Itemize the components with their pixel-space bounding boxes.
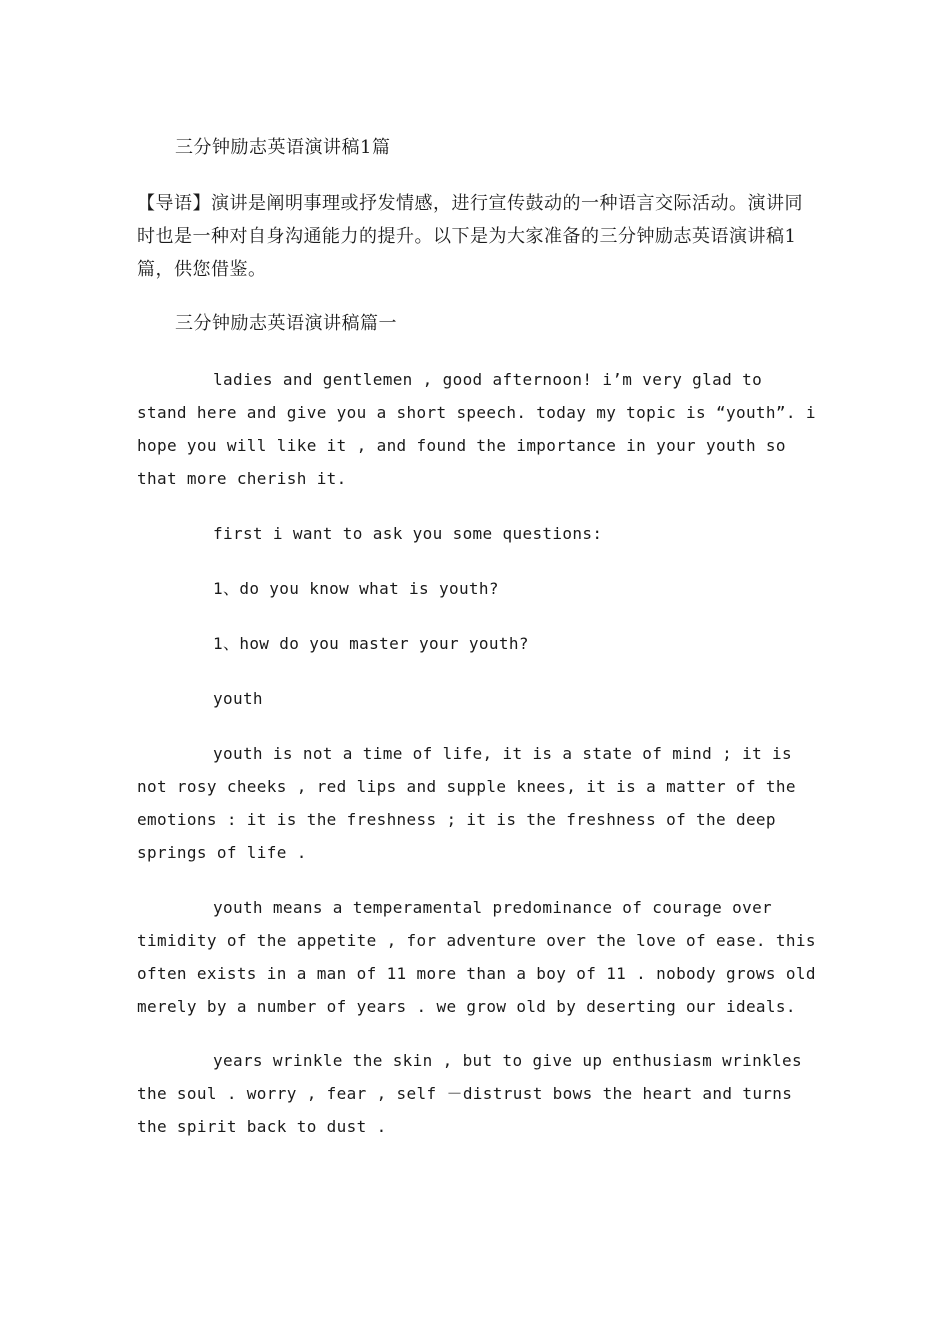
question-item: 1、do you know what is youth? <box>213 579 499 598</box>
intro-text: 演讲是阐明事理或抒发情感，进行宣传鼓动的一种语言交际活动。演讲同时也是一种对自身沟通能力的提升。以下是为大家准备的三分钟励志英语演讲稿1篇，供您借鉴。 <box>137 193 803 280</box>
section-heading: 三分钟励志英语演讲稿篇一 <box>175 313 397 334</box>
speech-subheading: youth <box>213 689 263 708</box>
speech-paragraph: ladies and gentlemen , good afternoon! i’m very glad to stand here and give you a short speech. today my topic is “youth”. i hope you will like it , and found the importance in your youth so that more cherish it. <box>137 370 826 488</box>
speech-paragraph: youth means a temperamental predominance of courage over timidity of the appetite , for adventure over the love of ease. this often exists in a man of 11 more than a boy of 11 . nobody grows old merely by a number of years . we grow old by deserting our ideals. <box>137 898 826 1016</box>
speech-paragraph: first i want to ask you some questions: <box>213 524 603 543</box>
intro-paragraph <box>137 187 817 286</box>
intro-tag: 【导语】 <box>137 193 211 214</box>
document-title: 三分钟励志英语演讲稿1篇 <box>175 137 391 158</box>
speech-paragraph: years wrinkle the skin , but to give up enthusiasm wrinkles the soul . worry , fear , self －distrust bows the heart and turns the spirit back to dust . <box>137 1051 812 1136</box>
question-item: 1、how do you master your youth? <box>213 634 529 653</box>
speech-paragraph: youth is not a time of life, it is a state of mind ; it is not rosy cheeks , red lips and supple knees, it is a matter of the emotions : it is the freshness ; it is the freshness of the deep springs of life . <box>137 744 806 862</box>
